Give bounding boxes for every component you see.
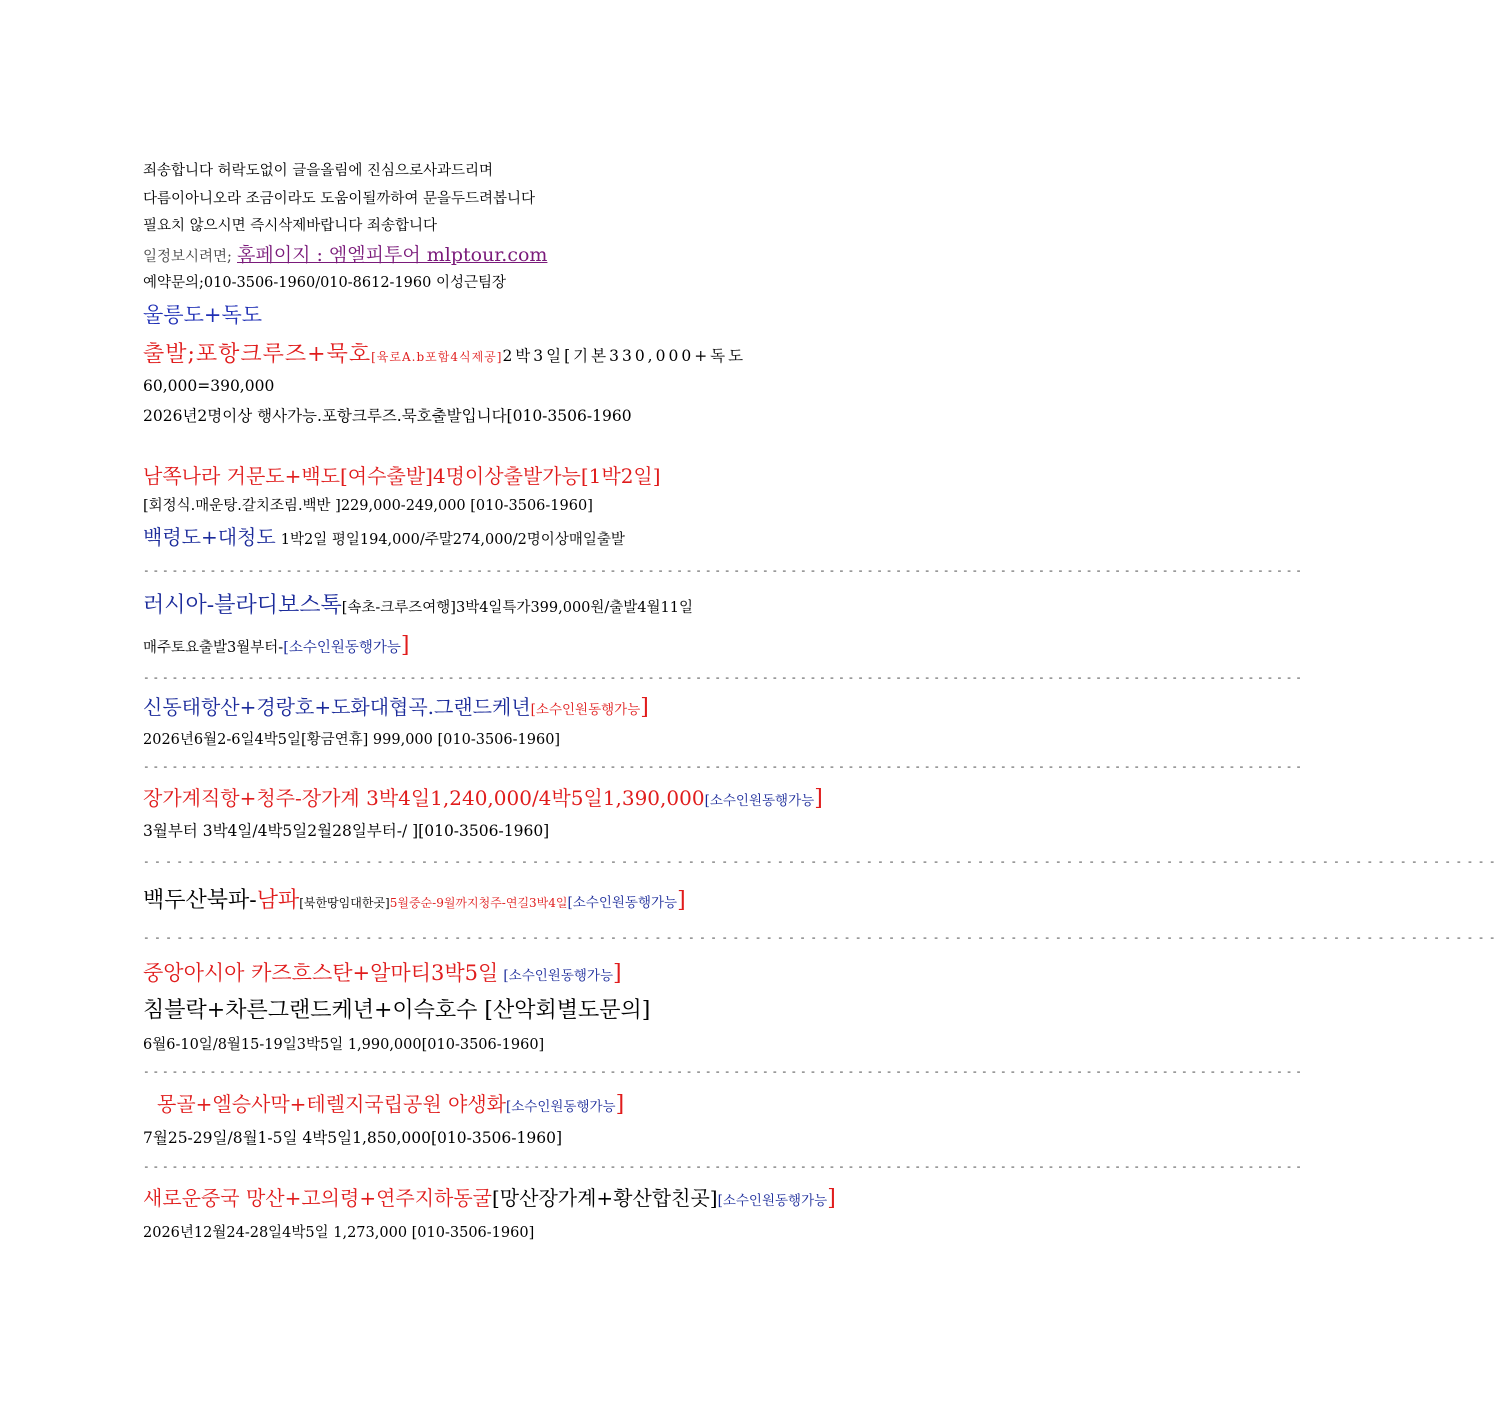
separator: -------------------------------------------------------------------------------------------------------------------------- [143, 855, 1500, 868]
zhangjiajie-title: 장가계직항+청주-장가계 3박4일1,240,000/4박5일1,390,000 [143, 786, 705, 810]
separator: -------------------------------------------------------------------------------------------------------------------------- [143, 671, 1305, 684]
baengnyeong-details: 1박2일 평일194,000/주말274,000/2명이상매일출발 [280, 532, 625, 548]
ulleung-note: 2026년2명이상 행사가능.포항크루즈.묵호출발입니다[010-3506-1960 [143, 407, 632, 425]
china-new-line [143, 1186, 836, 1212]
separator: -------------------------------------------------------------------------------------------------------------------------- [143, 1065, 1305, 1078]
zhangjiajie-tag: [소수인원동행가능 [704, 793, 815, 809]
ulleung-price: 60,000=390,000 [143, 377, 275, 395]
baengnyeong-line [143, 525, 625, 549]
intro-line-1: 죄송합니다 허락도없이 글을올림에 진심으로사과드리며 [143, 163, 493, 179]
russia-title: 러시아-블라디보스톡 [143, 593, 342, 618]
shindongtae-tag-close: ] [640, 695, 649, 720]
central-asia-line-2: 침블락+차른그랜드케년+이슥호수 [산악회별도문의] [143, 998, 651, 1023]
geomundo-title: 남쪽나라 거문도+백도[여수출발]4명이상출발가능[1박2일] [143, 464, 661, 488]
intro-line-2: 다름이아니오라 조금이라도 도움이될까하여 문을두드려봅니다 [143, 191, 536, 207]
zhangjiajie-line [143, 786, 823, 812]
ulleung-title: 울릉도+독도 [143, 303, 263, 327]
central-asia-title: 중앙아시아 카즈흐스탄+알마티3박5일 [143, 961, 499, 985]
mongolia-details: 7월25-29일/8월1-5일 4박5일1,850,000[010-3506-1960] [143, 1129, 563, 1147]
russia-tag-close: ] [400, 633, 410, 658]
baekdu-small-a: [북한땅임대한곳] [299, 896, 390, 910]
mongolia-tag: [소수인원동행가능 [506, 1099, 616, 1115]
shindongtae-line [143, 695, 649, 721]
central-asia-line [143, 961, 622, 987]
ulleung-dep-small: [육로A.b포함4식제공] [371, 350, 503, 364]
baekdu-tag: [소수인원동행가능 [567, 895, 678, 911]
china-new-tag-close: ] [827, 1186, 836, 1211]
china-new-title: 새로운중국 망산+고의령+연주지하동굴 [143, 1186, 492, 1210]
baekdu-small-b: 5월중순-9월까지청주-연길3박4일 [389, 896, 568, 910]
zhangjiajie-details: 3월부터 3박4일/4박5일2월28일부터-/ ][010-3506-1960] [143, 822, 550, 840]
shindongtae-tag: [소수인원동행가능 [530, 702, 641, 718]
ulleung-dep-label: 출발;포항크루즈+묵호 [143, 342, 372, 367]
ulleung-dep-rest: 2박3일[기본330,000+독도 [502, 347, 747, 365]
mongolia-line [157, 1092, 624, 1118]
geomundo-details: [회정식.매운탕.갈치조림.백반 ]229,000-249,000 [010-3506-1960] [143, 498, 593, 514]
russia-details: [속초-크루즈여행]3박4일특가399,000원/출발4월11일 [341, 600, 694, 616]
russia-line [143, 593, 693, 619]
central-asia-details: 6월6-10일/8월15-19일3박5일 1,990,000[010-3506-1960] [143, 1037, 545, 1053]
mongolia-title: 몽골+엘승사막+테렐지국립공원 야생화 [157, 1092, 506, 1116]
baengnyeong-title: 백령도+대청도 [143, 525, 276, 549]
baekdu-title-a: 백두산북파- [143, 888, 257, 913]
baekdu-line [143, 888, 686, 914]
separator: -------------------------------------------------------------------------------------------------------------------------- [143, 564, 1305, 577]
baekdu-title-b: 남파 [256, 888, 300, 913]
separator: -------------------------------------------------------------------------------------------------------------------------- [143, 760, 1305, 773]
schedule-label: 일정보시려면; [143, 249, 232, 265]
homepage-line [143, 244, 547, 267]
homepage-link[interactable]: 홈페이지 : 엠엘피투어 mlptour.com [237, 244, 548, 266]
china-new-tag: [소수인원동행가능 [717, 1193, 828, 1209]
shindongtae-details: 2026년6월2-6일4박5일[황금연휴] 999,000 [010-3506-1960] [143, 732, 561, 748]
contact-line: 예약문의;010-3506-1960/010-8612-1960 이성근팀장 [143, 275, 506, 291]
china-new-mid: [망산장가계+황산합친곳] [492, 1186, 718, 1210]
baekdu-tag-close: ] [677, 888, 686, 913]
central-asia-tag: [소수인원동행가능 [503, 968, 613, 984]
mongolia-tag-close: ] [615, 1092, 625, 1117]
shindongtae-title: 신동태항산+경랑호+도화대협곡.그랜드케년 [143, 695, 531, 719]
russia-line-2 [143, 633, 410, 659]
separator: -------------------------------------------------------------------------------------------------------------------------- [143, 1160, 1305, 1173]
russia-tag: [소수인원동행가능 [283, 640, 401, 656]
separator: -------------------------------------------------------------------------------------------------------------------------- [143, 931, 1500, 944]
zhangjiajie-tag-close: ] [814, 786, 823, 811]
intro-line-3: 필요치 않으시면 즉시삭제바랍니다 죄송합니다 [143, 218, 437, 234]
central-asia-tag-close: ] [613, 961, 622, 986]
ulleung-departure [143, 342, 746, 368]
china-new-details: 2026년12월24-28일4박5일 1,273,000 [010-3506-1960] [143, 1225, 535, 1241]
russia-line2-text: 매주토요출발3월부터- [143, 640, 284, 656]
